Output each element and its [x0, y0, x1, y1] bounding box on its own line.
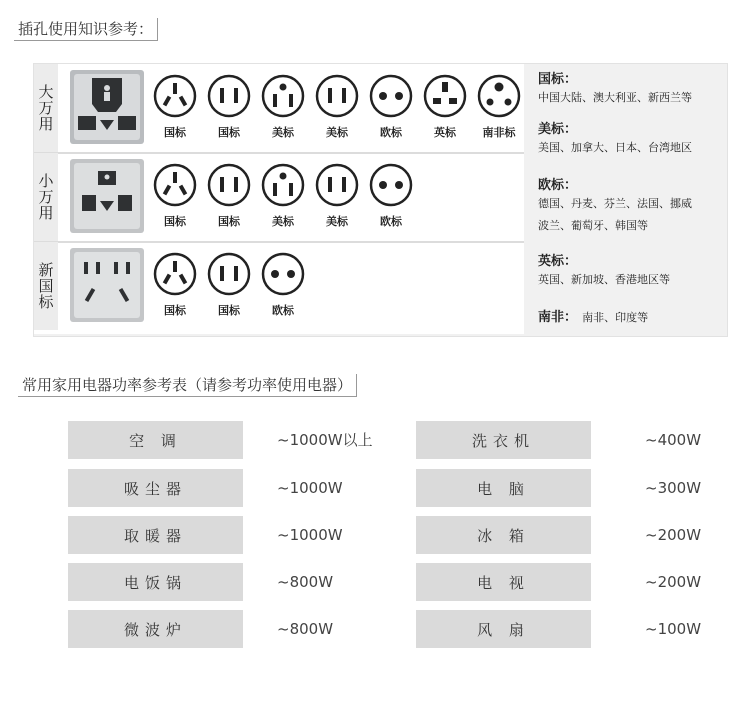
small-universal-socket-photo [70, 159, 144, 233]
standard-ying: 英标： 英国、新加坡、香港地区等 [538, 254, 670, 286]
appliance-power: ~400W [645, 431, 702, 449]
appliance-label: 吸尘器 [68, 469, 243, 507]
socket-grid [34, 64, 524, 334]
socket-icon-two-flat: 美标 [314, 163, 360, 229]
appliance-label: 电 脑 [416, 469, 591, 507]
new-national-socket-photo [70, 248, 144, 322]
appliance-label: 风 扇 [416, 610, 591, 648]
socket-icon-american: 美标 [260, 163, 306, 229]
socket-icon-chinese: 国标 [152, 163, 198, 229]
appliance-label: 空 调 [68, 421, 243, 459]
appliance-power: ~1000W [277, 479, 343, 497]
appliance-power: ~800W [277, 573, 334, 591]
socket-icon-european: 欧标 [368, 163, 414, 229]
appliance-power: ~300W [645, 479, 702, 497]
large-universal-socket-photo [70, 70, 144, 144]
socket-icon-european: 欧标 [260, 252, 306, 318]
socket-icon-two-flat: 国标 [206, 252, 252, 318]
appliance-label: 洗衣机 [416, 421, 591, 459]
appliance-label: 电 视 [416, 563, 591, 601]
socket-icon-european: 欧标 [368, 74, 414, 140]
socket-row-new-national [34, 242, 524, 330]
appliance-label: 微波炉 [68, 610, 243, 648]
standard-ou: 欧标： 德国、丹麦、芬兰、法国、挪威 波兰、葡萄牙、韩国等 [538, 178, 692, 232]
socket-icon-chinese: 国标 [152, 74, 198, 140]
appliance-power: ~1000W以上 [277, 431, 373, 449]
socket-icon-chinese: 国标 [152, 252, 198, 318]
appliance-power: ~100W [645, 620, 702, 638]
standard-nanfei: 南非： 南非、印度等 [538, 310, 649, 325]
socket-row-small-universal [34, 153, 524, 241]
row-label: 大万用 [34, 64, 58, 152]
socket-panel [33, 63, 728, 337]
socket-icon-two-flat: 美标 [314, 74, 360, 140]
socket-icon-two-flat: 国标 [206, 74, 252, 140]
power-section-title: 常用家用电器功率参考表（请参考功率使用电器） [18, 374, 357, 397]
standard-mei: 美标： 美国、加拿大、日本、台湾地区 [538, 122, 692, 154]
appliance-power: ~1000W [277, 526, 343, 544]
appliance-power: ~800W [277, 620, 334, 638]
socket-row-large-universal [34, 64, 524, 152]
appliance-power: ~200W [645, 526, 702, 544]
appliance-label: 取暖器 [68, 516, 243, 554]
socket-section-title: 插孔使用知识参考： [14, 18, 158, 41]
socket-icon-american: 美标 [260, 74, 306, 140]
socket-icon-two-flat: 国标 [206, 163, 252, 229]
row-label: 新国标 [34, 242, 58, 330]
standard-guo: 国标： 中国大陆、澳大利亚、新西兰等 [538, 72, 692, 104]
appliance-label: 冰 箱 [416, 516, 591, 554]
appliance-power: ~200W [645, 573, 702, 591]
row-label: 小万用 [34, 153, 58, 241]
socket-icon-british: 英标 [422, 74, 468, 140]
socket-icon-south-african: 南非标 [476, 74, 522, 140]
appliance-label: 电饭锅 [68, 563, 243, 601]
